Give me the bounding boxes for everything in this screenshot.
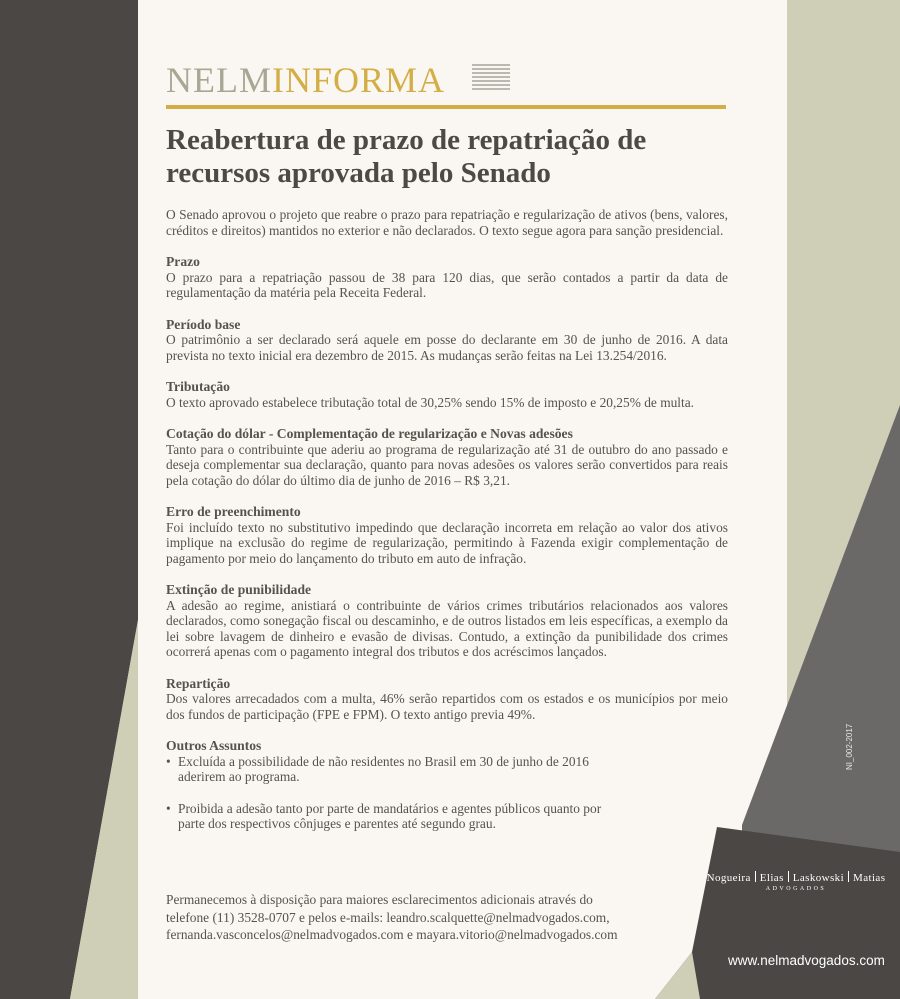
brand-part2: INFORMA: [272, 60, 446, 100]
section-text: O texto aprovado estabelece tributação total de 30,25% sendo 15% de imposto e 20,25% de multa.: [166, 394, 695, 410]
document-code: NI_002-2017: [845, 723, 854, 770]
section-text: Tanto para o contribuinte que aderiu ao programa de regularização até 31 de outubro do ano passado e deseja complementar sua declaração, quanto para novas adesões os valores serão convertidos para reais pela cotação do dólar do último dia de junho de 2016 – R$ 3,21.: [166, 441, 728, 488]
list-item: [166, 801, 618, 832]
section-erro-preenchimento: [166, 504, 728, 566]
divider: [788, 871, 789, 882]
section-heading: Erro de preenchimento: [166, 504, 301, 519]
list-item-text: Proibida a adesão tanto por parte de mandatários e agentes públicos quanto por parte dos respectivos cônjuges e parentes até segundo grau.: [178, 800, 602, 831]
article-body: [166, 207, 728, 832]
section-heading: Outros Assuntos: [166, 738, 262, 753]
bullet-icon: •: [166, 800, 171, 816]
contact-paragraph: Permanecemos à disposição para maiores esclarecimentos adicionais através do telefone (11) 3528-0707 e pelos e-mails: leandro.scalquette@nelmadvogados.com, fernanda.vasconcelos@nelmadvogados.com e mayara.vitorio@nelmadvogados.com: [166, 892, 618, 942]
section-heading: Período base: [166, 316, 241, 332]
brand-logo: [166, 60, 445, 100]
section-prazo: [166, 254, 728, 301]
page-title: Reabertura de prazo de repatriação de recursos aprovada pelo Senado: [166, 124, 647, 189]
brand-rule: [166, 105, 726, 109]
firm-name: Nogueira: [706, 872, 751, 884]
section-tributacao: [166, 379, 728, 410]
bullet-icon: •: [166, 753, 171, 769]
firm-name: Laskowski: [792, 872, 845, 884]
website-link[interactable]: www.nelmadvogados.com: [728, 953, 885, 968]
section-heading: Cotação do dólar - Complementação de regularização e Novas adesões: [166, 426, 573, 441]
section-text: Foi incluído texto no substitutivo impedindo que declaração incorreta em relação ao valor dos ativos implique na exclusão do regime de regularização, permitindo à Fazenda exigir complementação de pagamento por meio do lançamento do tributo em auto de infração.: [166, 519, 728, 566]
divider: [755, 871, 756, 882]
firm-subtitle: ADVOGADOS: [765, 886, 827, 892]
section-cotacao-dolar: [166, 426, 728, 488]
section-text: Dos valores arrecadados com a multa, 46% serão repartidos com os estados e os municípios por meio dos fundos de participação (FPE e FPM). O texto antigo previa 49%.: [166, 691, 728, 722]
divider: [848, 871, 849, 882]
section-periodo-base: [166, 317, 728, 364]
section-outros-assuntos: [166, 738, 728, 832]
firm-names: [692, 871, 900, 884]
section-heading: Tributação: [166, 379, 230, 394]
list-item-text: Excluída a possibilidade de não residentes no Brasil em 30 de junho de 2016 aderirem ao programa.: [178, 753, 589, 784]
firm-logo: [692, 871, 900, 892]
intro-paragraph: O Senado aprovou o projeto que reabre o prazo para repatriação e regularização de ativos (bens, valores, créditos e direitos) mantidos no exterior e não declarados. O texto segue agora para sanção presidencial.: [166, 207, 728, 238]
section-text: A adesão ao regime, anistiará o contribuinte de vários crimes tributários relacionados aos valores declarados, como sonegação fiscal ou descaminho, e de outros listados em leis específicas, a exemplo da lei sobre lavagem de dinheiro e evasão de divisas. Contudo, a extinção da punibilidade dos crimes ocorrerá apenas com o pagamento integral dos tributos e dos acréscimos lançados.: [166, 597, 728, 659]
section-heading: Prazo: [166, 254, 200, 269]
section-text: O patrimônio a ser declarado será aquele em posse do declarante em 30 de junho de 2016. A data prevista no texto inicial era dezembro de 2015. As mudanças serão feitas na Lei 13.254/2016.: [166, 332, 728, 363]
lines-icon: [472, 64, 510, 92]
firm-name: Matias: [853, 872, 886, 884]
section-heading: Repartição: [166, 675, 231, 691]
section-extincao-punibilidade: [166, 582, 728, 660]
section-reparticao: [166, 676, 728, 723]
brand-part1: NELM: [166, 60, 272, 100]
section-heading: Extinção de punibilidade: [166, 582, 312, 597]
outros-list: [166, 754, 728, 832]
list-item: [166, 754, 618, 785]
firm-name: Elias: [759, 872, 784, 884]
section-text: O prazo para a repatriação passou de 38 para 120 dias, que serão contados a partir da data de regulamentação da matéria pela Receita Federal.: [166, 269, 728, 300]
